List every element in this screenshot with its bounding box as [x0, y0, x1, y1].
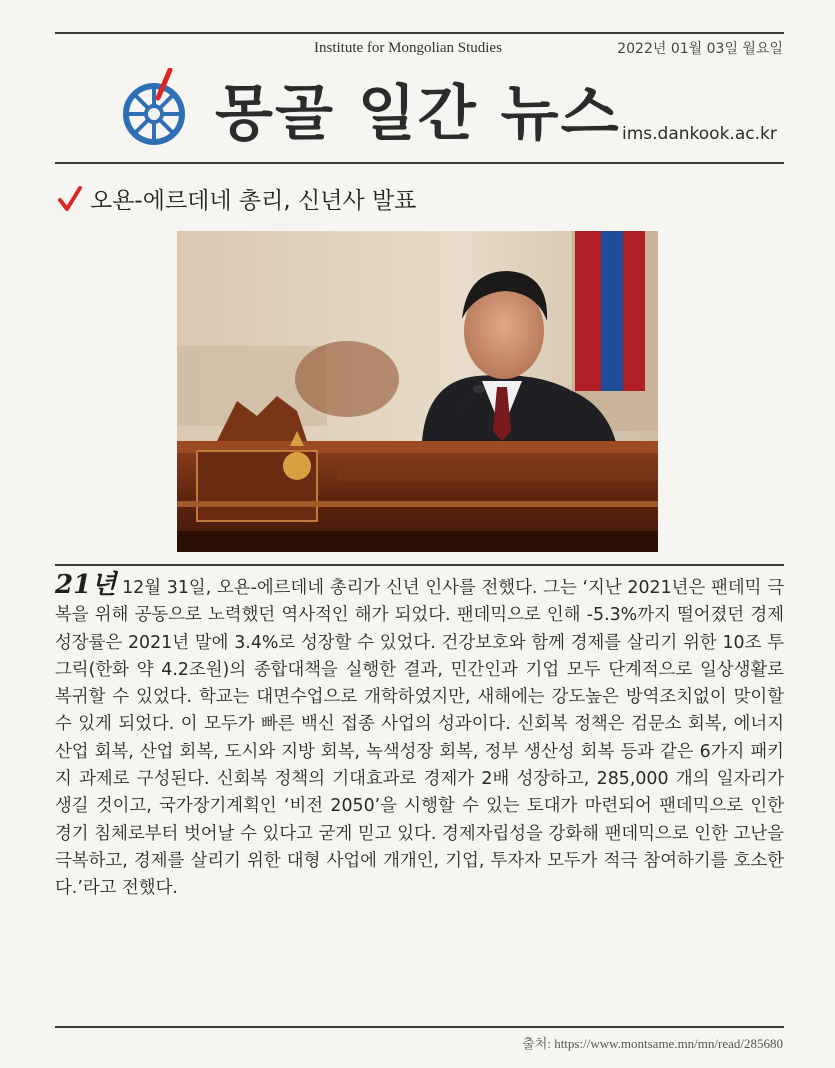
institute-name: Institute for Mongolian Studies [314, 40, 502, 56]
dharma-wheel-icon [118, 68, 194, 148]
photo-rule [55, 564, 784, 566]
article-headline: 오욘-에르데네 총리, 신년사 발표 [90, 188, 417, 214]
article-photo [177, 231, 658, 552]
article-body [55, 572, 784, 903]
prime-minister-speech-photo [177, 231, 658, 552]
article-text: 12월 31일, 오욘-에르데네 총리가 신년 인사를 전했다. 그는 ‘지난 2021년은 팬데믹 극복을 위해 공동으로 노력했던 역사적인 해가 되었다. 팬데믹으로 인해 -5.3%까지 떨어졌던 경제 성장률은 2021년 말에 3.4%로 성장할 수 있었다. 건강보호와 함께 경제를 살리기 위한 10조 투그릭(한화 약 4.2조원)의 종합대책을 실행한 결과, 민간인과 기업 모두 단계적으로 일상생활로 복귀할 수 있었다. 학교는 대면수업으로 개학하였지만, 새해에는 강도높은 방역조치없이 맞이할 수 있게 되었다. 이 모두가 빠른 백신 접종 사업의 성과이다. 신회복 정책은 검문소 회복, 에너지산업 회복, 산업 회복, 도시와 지방 회복, 녹색성장 회복, 정부 생산성 회복 등과 같은 6가지 패키지 과제로 구성된다. 신회복 정책의 기대효과로 경제가 2배 성장하고, 285,000 개의 일자리가 생길 것이고, 국가장기계획인 ‘비전 2050’을 시행할 수 있는 토대가 마련되어 팬데믹으로 인한 경기 침체로부터 벗어날 수 있다고 굳게 믿고 있다. 경제자립성을 강화해 팬데믹으로 인한 고난을 극복하고, 경제를 살리기 위한 대형 사업에 개개인, 기업, 투자자 모두가 적극 참여하기를 호소한다.’라고 전했다. [55, 578, 784, 899]
header-rule [55, 162, 784, 164]
source-citation[interactable]: 출처: https://www.montsame.mn/mn/read/285680 [522, 1036, 783, 1051]
checkmark-icon [58, 186, 82, 212]
footer-rule [55, 1026, 784, 1028]
website-link[interactable]: ims.dankook.ac.kr [622, 124, 777, 144]
headline-row [58, 182, 416, 215]
issue-date: 2022년 01월 03일 월요일 [617, 41, 783, 57]
newsletter-title: 몽골 일간 뉴스 [215, 79, 621, 149]
top-rule [55, 32, 784, 34]
lead-year: 21년 [55, 570, 117, 600]
